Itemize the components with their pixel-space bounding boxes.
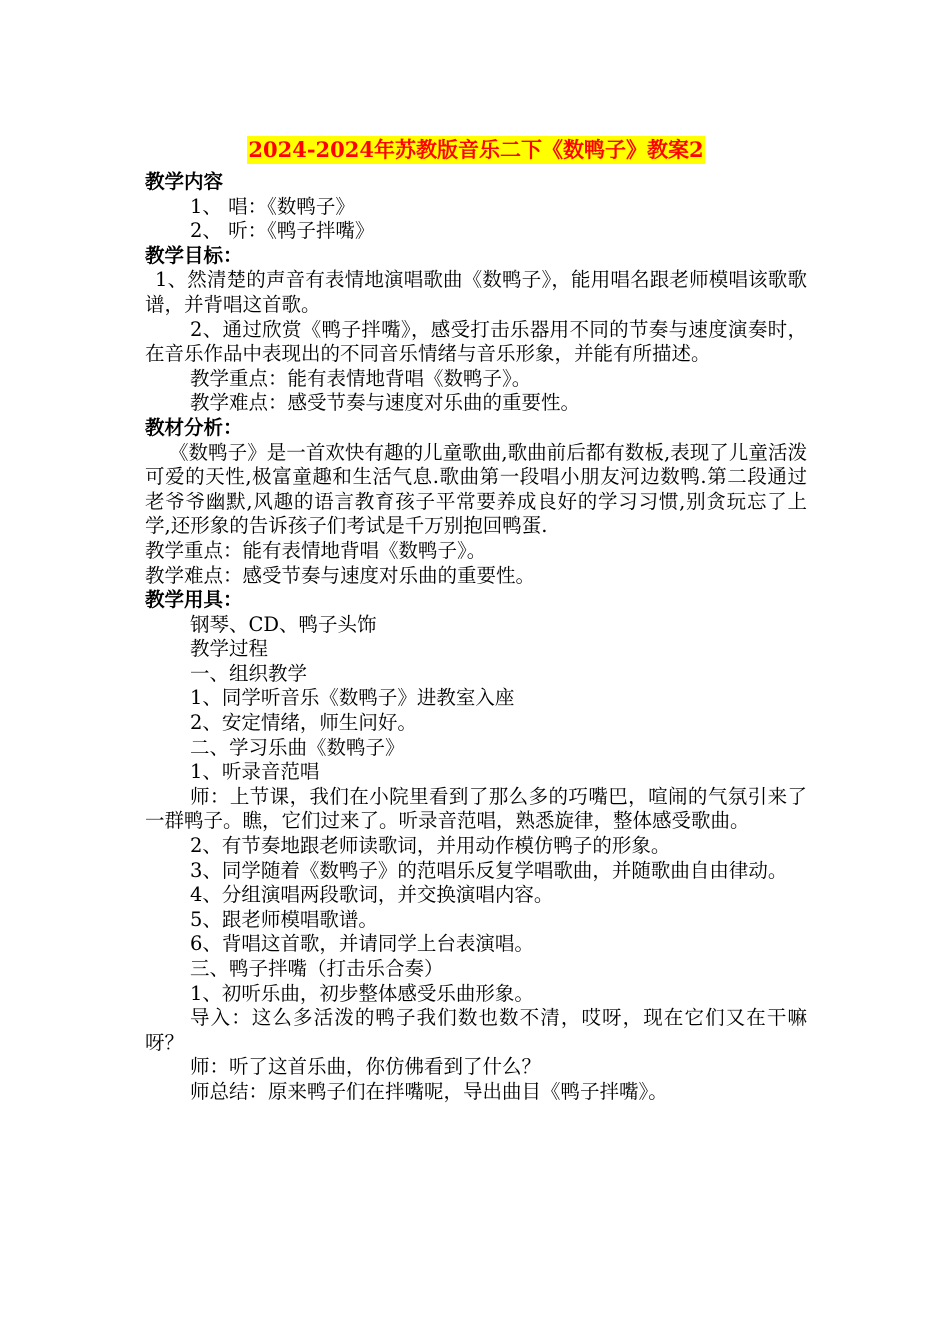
section-heading: 教材分析：	[145, 415, 243, 439]
paragraph: 教学重点：能有表情地背唱《数鸭子》。	[190, 366, 532, 390]
paragraph: 2、 听：《鸭子拌嘴》	[190, 219, 375, 243]
paragraph: 教学过程	[190, 637, 269, 661]
paragraph: 钢琴、CD、鸭子头饰	[190, 612, 377, 636]
paragraph: 4、分组演唱两段歌词，并交换演唱内容。	[190, 883, 554, 907]
paragraph: 二、学习乐曲《数鸭子》	[190, 735, 405, 759]
paragraph: 师：听了这首乐曲，你仿佛看到了什么？	[190, 1055, 542, 1079]
title-wrapper	[145, 136, 807, 164]
document-page	[145, 136, 807, 1105]
paragraph: 一、组织教学	[190, 661, 308, 685]
section-heading: 教学内容	[145, 170, 224, 193]
paragraph: 5、跟老师模唱歌谱。	[190, 907, 378, 931]
paragraph: 1、初听乐曲，初步整体感受乐曲形象。	[190, 981, 534, 1005]
section-heading: 教学用具：	[145, 588, 243, 612]
paragraph: 2、有节奏地跟老师读歌词，并用动作模仿鸭子的形象。	[190, 834, 671, 858]
paragraph: 2、通过欣赏《鸭子拌嘴》，感受打击乐器用不同的节奏与速度演奏时，在音乐作品中表现出的不同音乐情绪与音乐形象，并能有所描述。	[145, 317, 807, 366]
paragraph: 师：上节课，我们在小院里看到了那么多的巧嘴巴，喧闹的气氛引来了一群鸭子。瞧，它们过来了。听录音范唱，熟悉旋律，整体感受歌曲。	[145, 784, 807, 833]
paragraph: 1、同学听音乐《数鸭子》进教室入座	[190, 686, 515, 710]
paragraph: 3、同学随着《数鸭子》的范唱乐反复学唱歌曲，并随歌曲自由律动。	[190, 858, 788, 882]
paragraph: 导入：这么多活泼的鸭子我们数也数不清，哎呀，现在它们又在干嘛呀？	[145, 1006, 807, 1054]
paragraph: 6、背唱这首歌，并请同学上台表演唱。	[190, 932, 534, 956]
paragraph: 1、然清楚的声音有表情地演唱歌曲《数鸭子》，能用唱名跟老师模唱该歌歌谱，并背唱这首歌。	[145, 268, 807, 316]
paragraph: 师总结：原来鸭子们在拌嘴呢，导出曲目《鸭子拌嘴》。	[190, 1079, 668, 1103]
paragraph: 《数鸭子》是一首欢快有趣的儿童歌曲,歌曲前后都有数板,表现了儿童活泼可爱的天性,极富童趣和生活气息.歌曲第一段唱小朋友河边数鸭.第二段通过老爷爷幽默,风趣的语言教育孩子平常要养成良好的学习习惯,别贪玩忘了上学,还形象的告诉孩子们考试是千万别抱回鸭蛋.	[145, 440, 807, 538]
paragraph: 教学难点：感受节奏与速度对乐曲的重要性。	[190, 391, 581, 415]
paragraph: 三、鸭子拌嘴（打击乐合奏）	[190, 957, 444, 980]
section-heading: 教学目标：	[145, 243, 243, 267]
paragraph: 教学难点：感受节奏与速度对乐曲的重要性。	[145, 563, 536, 587]
paragraph: 2、安定情绪，师生问好。	[190, 711, 417, 735]
paragraph: 1、 唱：《数鸭子》	[190, 194, 355, 218]
paragraph: 教学重点：能有表情地背唱《数鸭子》。	[145, 538, 487, 562]
paragraph: 1、听录音范唱	[190, 760, 320, 784]
document-body	[145, 170, 807, 1105]
document-title: 2024-2024年苏教版音乐二下《数鸭子》教案2	[248, 137, 704, 162]
